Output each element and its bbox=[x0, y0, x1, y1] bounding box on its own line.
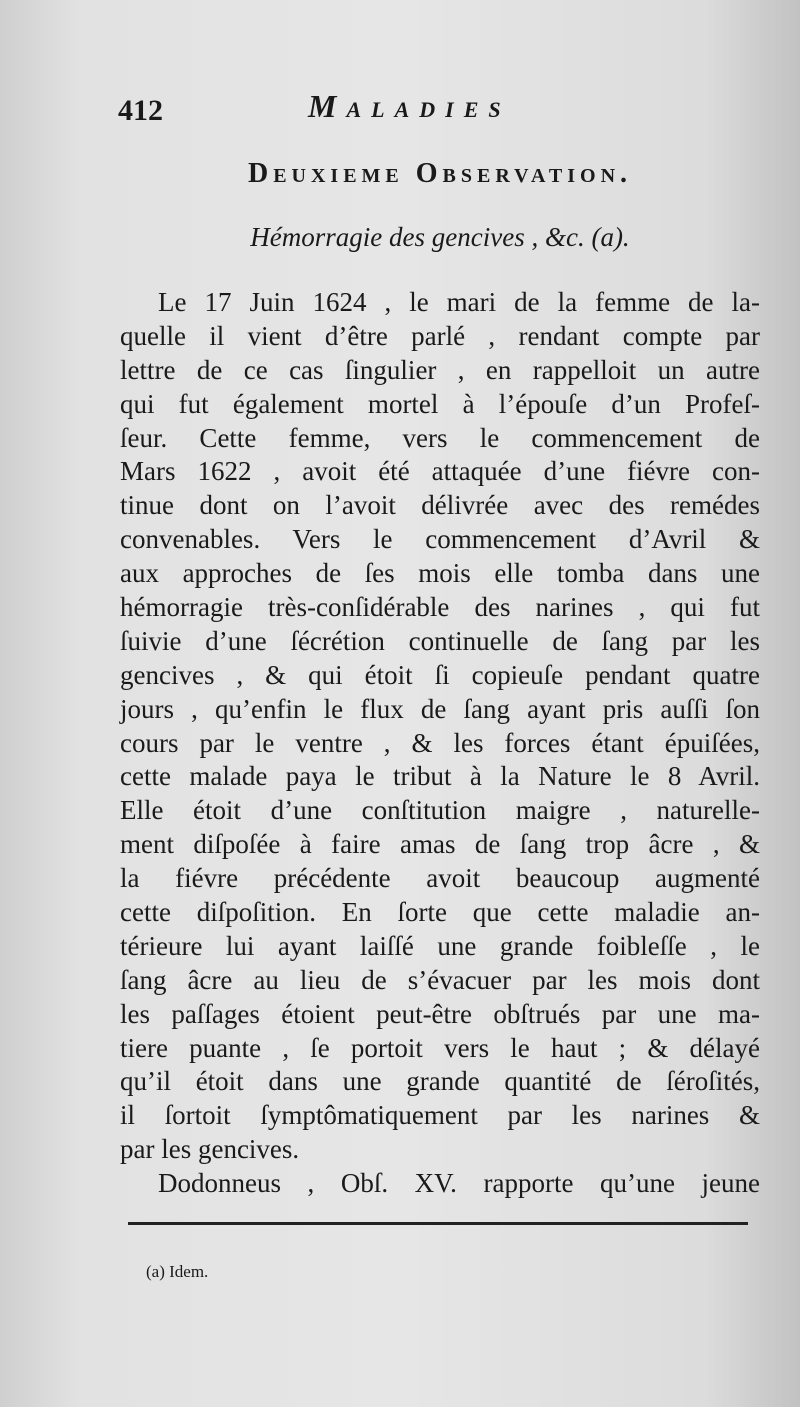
text-line: qu’il étoit dans une grande quantité de ſéroſités, bbox=[120, 1066, 760, 1097]
text-line: aux approches de ſes mois elle tomba dans une bbox=[120, 558, 760, 589]
text-line: Elle étoit d’une conſtitution maigre , naturelle- bbox=[120, 795, 760, 826]
text-line: ſang âcre au lieu de s’évacuer par les mois dont bbox=[120, 964, 760, 995]
text-line: tinue dont on l’avoit délivrée avec des remédes bbox=[120, 490, 760, 521]
text-line: cette malade paya le tribut à la Nature le 8 Avril. bbox=[120, 761, 760, 792]
text-line: tiere puante , ſe portoit vers le haut ; & délayé bbox=[120, 1032, 760, 1063]
text-line: la fiévre précédente avoit beaucoup augmenté bbox=[120, 863, 760, 894]
section-title: Deuxieme Observation. bbox=[247, 158, 633, 189]
text-line: il ſortoit ſymptômatiquement par les narines & bbox=[120, 1100, 760, 1131]
text-line: térieure lui ayant laiſſé une grande foibleſſe , le bbox=[120, 930, 760, 961]
text-line: ſuivie d’une ſécrétion continuelle de ſang par les bbox=[120, 625, 760, 656]
footnote: (a) Idem. bbox=[146, 1262, 209, 1281]
body-text bbox=[120, 286, 760, 1201]
text-line: convenables. Vers le commencement d’Avril & bbox=[120, 524, 760, 555]
text-line: Mars 1622 , avoit été attaquée d’une fiévre con- bbox=[120, 456, 760, 487]
text-line: par les gencives. bbox=[120, 1134, 300, 1165]
text-line: qui fut également mortel à l’épouſe d’un Profeſ- bbox=[120, 388, 760, 419]
text-line: ment diſpoſée à faire amas de ſang trop âcre , & bbox=[120, 829, 760, 860]
text-line: Le 17 Juin 1624 , le mari de la femme de la- bbox=[158, 287, 760, 317]
text-line: jours , qu’enfin le flux de ſang ayant pris auſſi ſon bbox=[120, 693, 760, 724]
footnote-rule bbox=[128, 1222, 748, 1225]
text-line: Dodonneus , Obſ. XV. rapporte qu’une jeune bbox=[158, 1168, 760, 1199]
text-line: quelle il vient d’être parlé , rendant compte par bbox=[120, 320, 760, 351]
text-line: gencives , & qui étoit ſi copieuſe pendant quatre bbox=[120, 659, 760, 690]
running-title: Maladies bbox=[308, 88, 511, 124]
text-line: hémorragie très-conſidérable des narines , qui fut bbox=[120, 592, 760, 623]
text-line: les paſſages étoient peut-être obſtrués par une ma- bbox=[120, 998, 760, 1029]
text-line: cours par le ventre , & les forces étant épuiſées, bbox=[120, 727, 760, 758]
text-line: ſeur. Cette femme, vers le commencement de bbox=[120, 422, 760, 453]
page-number: 412 bbox=[118, 94, 163, 127]
page-header bbox=[118, 88, 758, 138]
observation-subtitle: Hémorragie des gencives , &c. (a). bbox=[250, 222, 630, 252]
text-line: lettre de ce cas ſingulier , en rappelloit un autre bbox=[120, 354, 760, 385]
text-line: cette diſpoſition. En ſorte que cette maladie an- bbox=[120, 897, 760, 928]
